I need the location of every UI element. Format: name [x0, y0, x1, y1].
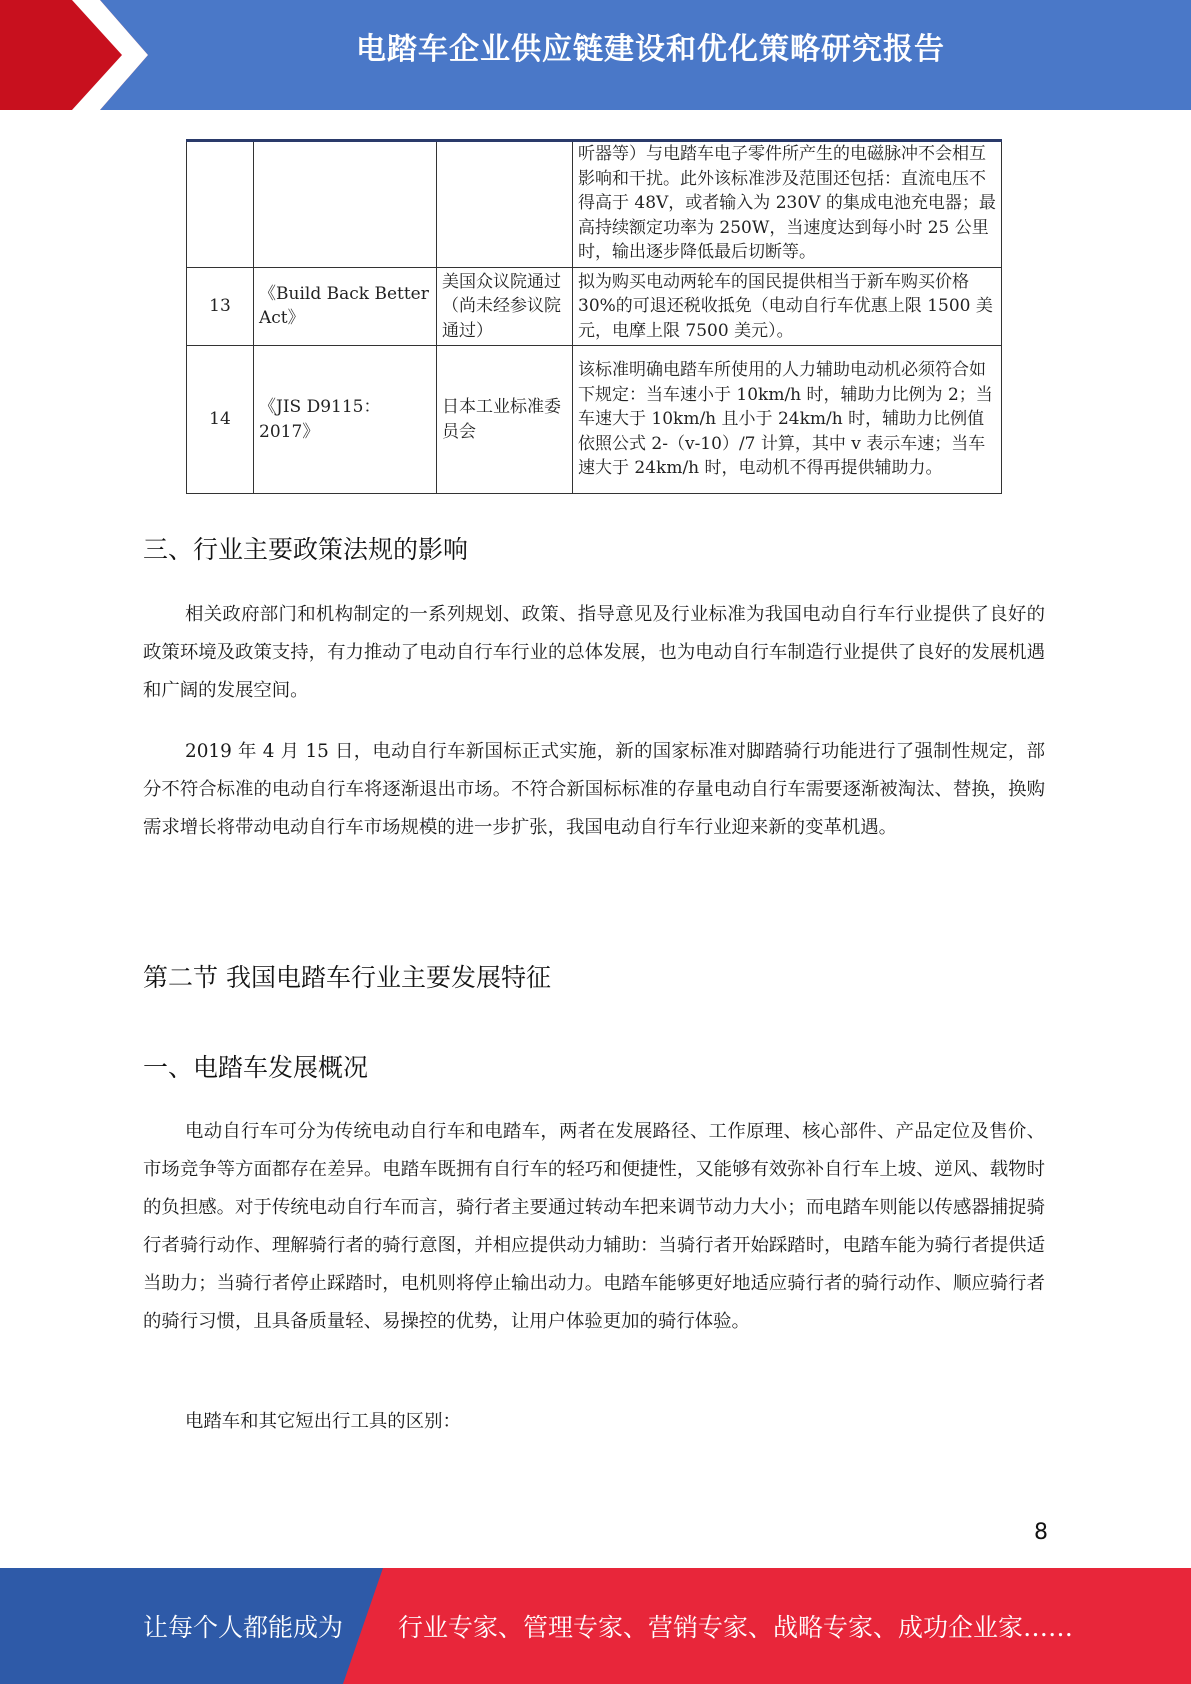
page-footer	[0, 1568, 1191, 1684]
table-row	[187, 346, 1002, 494]
table-row	[187, 267, 1002, 346]
footer-slogan-right: 行业专家、管理专家、营销专家、战略专家、成功企业家……	[398, 1613, 1074, 1642]
paragraph: 电动自行车可分为传统电动自行车和电踏车，两者在发展路径、工作原理、核心部件、产品定位及售价、市场竞争等方面都存在差异。电踏车既拥有自行车的轻巧和便捷性，又能够有效弥补自行车上坡、逆风、载物时的负担感。对于传统电动自行车而言，骑行者主要通过转动车把来调节动力大小；而电踏车则能以传感器捕捉骑行者骑行动作、理解骑行者的骑行意图，并相应提供动力辅助：当骑行者开始踩踏时，电踏车能为骑行者提供适当助力；当骑行者停止踩踏时，电机则将停止输出动力。电踏车能够更好地适应骑行者的骑行动作、顺应骑行者的骑行习惯，且具备质量轻、易操控的优势，让用户体验更加的骑行体验。	[143, 1121, 1045, 1332]
row-number: 14	[187, 346, 254, 494]
standard-content: 听器等）与电踏车电子零件所产生的电磁脉冲不会相互影响和干扰。此外该标准涉及范围还包括：直流电压不得高于 48V，或者输入为 230V 的集成电池充电器；最高持续额定功率为 250W，当速度达到每小时 25 公里时，输出逐步降低最后切断等。	[573, 140, 1002, 268]
row-number: 13	[187, 267, 254, 346]
standard-name: 《Build Back Better Act》	[254, 267, 437, 346]
page-number: 8	[1034, 1520, 1048, 1545]
report-title: 电踏车企业供应链建设和优化策略研究报告	[356, 32, 945, 67]
standard-name: 《JIS D9115：2017》	[254, 346, 437, 494]
paragraph: 相关政府部门和机构制定的一系列规划、政策、指导意见及行业标准为我国电动自行车行业提供了良好的政策环境及政策支持，有力推动了电动自行车行业的总体发展，也为电动自行车制造行业提供了良好的发展机遇和广阔的发展空间。	[143, 604, 1045, 701]
standard-content: 该标准明确电踏车所使用的人力辅助电动机必须符合如下规定：当车速小于 10km/h 时，辅助力比例为 2；当车速大于 10km/h 且小于 24km/h 时，辅助力比例值依照公式 2-（v-10）/7 计算，其中 v 表示车速；当车速大于 24km/h 时，电动机不得再提供辅助力。	[573, 346, 1002, 494]
table-row	[187, 140, 1002, 268]
issuing-org	[437, 140, 573, 268]
issuing-org: 美国众议院通过（尚未经参议院通过）	[437, 267, 573, 346]
issuing-org: 日本工业标准委员会	[437, 346, 573, 494]
table-top-rule	[186, 139, 1002, 142]
section-heading: 三、行业主要政策法规的影响	[143, 535, 469, 564]
paragraph: 2019 年 4 月 15 日，电动自行车新国标正式实施，新的国家标准对脚踏骑行功能进行了强制性规定，部分不符合标准的电动自行车将逐渐退出市场。不符合新国标标准的存量电动自行车需要逐渐被淘汰、替换，换购需求增长将带动电动自行车市场规模的进一步扩张，我国电动自行车行业迎来新的变革机遇。	[143, 741, 1045, 838]
standard-name	[254, 140, 437, 268]
row-number	[187, 140, 254, 268]
standard-content: 拟为购买电动两轮车的国民提供相当于新车购买价格 30%的可退还税收抵免（电动自行车优惠上限 1500 美元，电摩上限 7500 美元）。	[573, 267, 1002, 346]
standards-table	[186, 139, 1002, 494]
chapter-heading: 第二节 我国电踏车行业主要发展特征	[143, 963, 551, 992]
page-header	[0, 0, 1191, 110]
footer-slogan-left: 让每个人都能成为	[143, 1613, 344, 1642]
section-heading: 一、电踏车发展概况	[143, 1053, 369, 1082]
paragraph: 电踏车和其它短出行工具的区别：	[185, 1411, 461, 1432]
header-arrow-decoration	[0, 0, 160, 110]
